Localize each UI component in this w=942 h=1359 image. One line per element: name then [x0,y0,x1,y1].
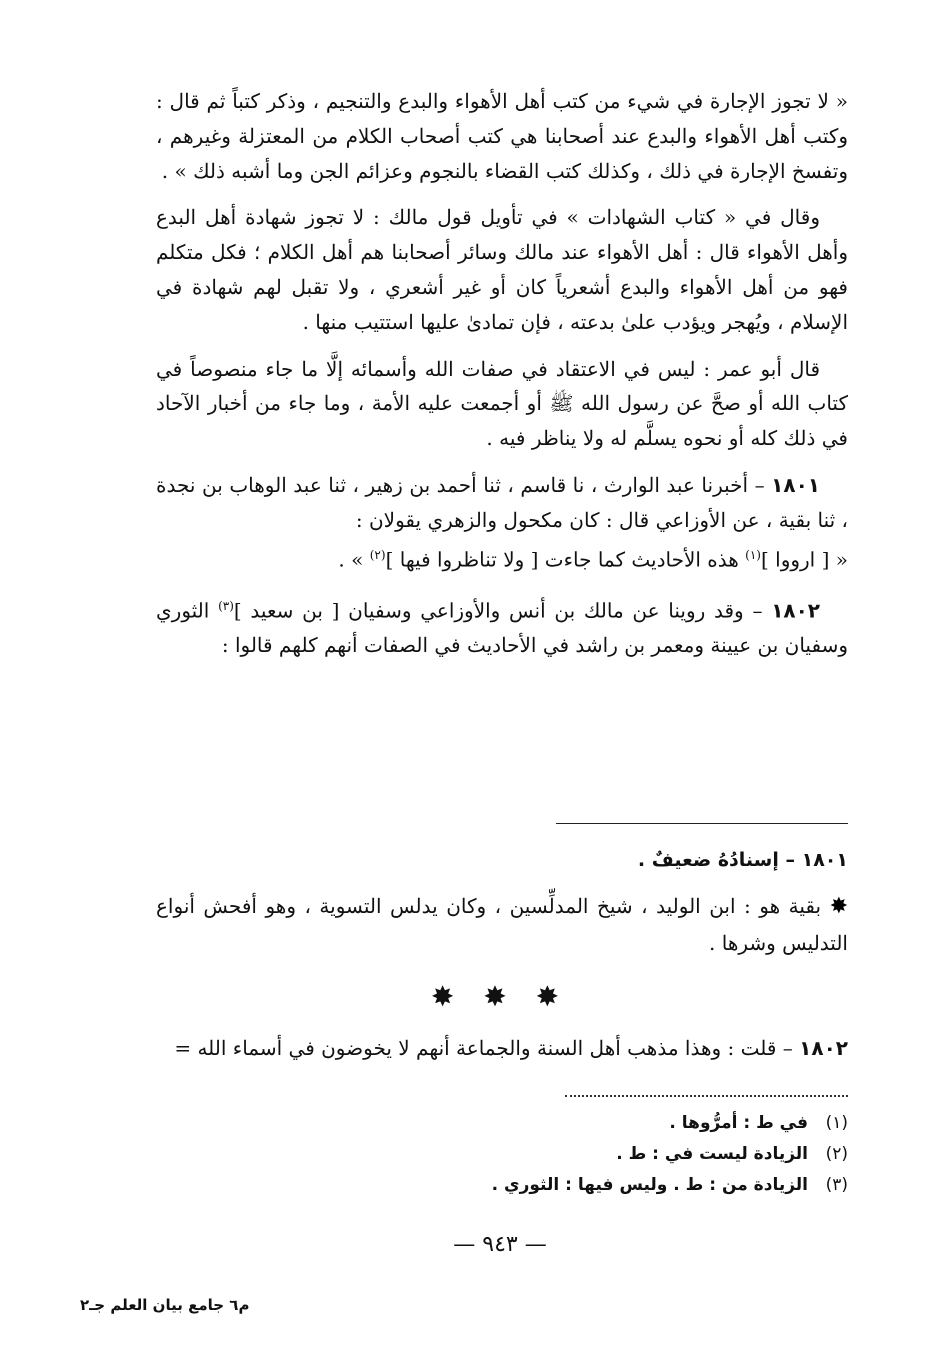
footnote-item [400,1108,848,1139]
footnote-item [400,1170,848,1201]
quote-part-c: » . [338,547,364,572]
paragraph-1802 [156,589,848,663]
footnote-number: (٣) [825,1175,848,1195]
commentary-divider [556,823,848,824]
signature-mark: م٦ جامع بيان العلم جـ٢ [80,1296,250,1314]
hadith-text-1801: – أخبرنا عبد الوارث ، نا قاسم ، ثنا أحمد بن زهير ، ثنا عبد الوهاب بن نجدة ، ثنا بقية ، عن الأوزاعي قال : كان مكحول والزهري يقولان : [156,472,848,532]
footnotes-divider [565,1095,848,1097]
hadith-number-1802: ١٨٠٢ [771,598,821,623]
footnotes [400,1108,848,1201]
footnote-ref-2: (٢) [369,547,386,562]
commentary-1802 [156,1030,848,1066]
hadith-number-1801: ١٨٠١ [771,472,820,497]
commentary-body-1802 [156,1030,848,1066]
hadith-text-1802-b: الثوري وسفيان بن عيينة ومعمر بن راشد في الأحاديث في الصفات أنهم كلهم قالوا : [156,598,848,658]
quote-part-b: هذه الأحاديث كما جاءت [ ولا تناظروا فيها ] [385,547,739,572]
page-number: — ٩٤٣ — [453,1232,547,1257]
commentary-1801 [156,842,848,971]
asterism-icon: ✸ [829,894,849,919]
footnote-item [400,1139,848,1170]
footnote-number: (١) [825,1113,848,1133]
footnote-number: (٢) [825,1144,848,1164]
footnote-text: الزيادة ليست في : ط . [616,1144,808,1164]
footnote-ref-3: (٣) [218,599,234,614]
section-separator: ✸ ✸ ✸ [430,980,570,1013]
footnote-text: الزيادة من : ط . وليس فيها : الثوري . [491,1175,808,1195]
main-text [156,84,848,675]
commentary-text-1801: بقية هو : ابن الوليد ، شيخ المدلِّسين ، وكان يدلس التسوية ، وهو أفحش أنواع التدليس وشرها . [156,894,848,955]
paragraph-1: « لا تجوز الإجارة في شيء من كتب أهل الأهواء والبدع والتنجيم ، وذكر كتباً ثم قال : وكتب أهل الأهواء والبدع عند أصحابنا هي كتب أصحاب الكلام من المعتزلة وغيرهم ، وتفسخ الإجارة في ذلك ، وكذلك كتب القضاء بالنجوم وعزائم الجن وما أشبه ذلك » . [156,89,848,183]
paragraph-3: قال أبو عمر : ليس في الاعتقاد في صفات الله وأسمائه إلَّا ما جاء منصوصاً في كتاب الله أو صحَّ عن رسول الله ﷺ أو أجمعت عليه الأمة ، وما جاء من أخبار الآحاد في ذلك كله أو نحوه يسلَّم له ولا يناظر فيه . [156,356,848,451]
quote-part-a: « [ ارووا ] [760,547,848,572]
commentary-heading-1801: ١٨٠١ – إسنادُهُ ضعيفٌ . [637,849,848,871]
commentary-number-1802: ١٨٠٢ [799,1036,848,1060]
paragraph-1801 [156,468,848,577]
footnote-ref-1: (١) [745,547,761,562]
hadith-text-1802-a: – وقد روينا عن مالك بن أنس والأوزاعي وسفيان [ بن سعيد ] [233,598,763,623]
commentary-body-1801 [156,888,848,961]
commentary-text-1802: – قلت : وهذا مذهب أهل السنة والجماعة أنهم لا يخوضون في أسماء الله = [174,1036,793,1060]
footnote-text: في ط : أمرُّوها . [669,1113,808,1133]
paragraph-2: وقال في « كتاب الشهادات » في تأويل قول مالك : لا تجوز شهادة أهل البدع وأهل الأهواء قال : أهل الأهواء عند مالك وسائر أصحابنا هم أهل الكلام ؛ فكل متكلم فهو من أهل الأهواء والبدع أشعرياً كان أو غير أشعري ، ولا تقبل لهم شهادة في الإسلام ، ويُهجر ويؤدب علىٰ بدعته ، فإن تمادىٰ عليها استتيب منها . [156,205,848,334]
